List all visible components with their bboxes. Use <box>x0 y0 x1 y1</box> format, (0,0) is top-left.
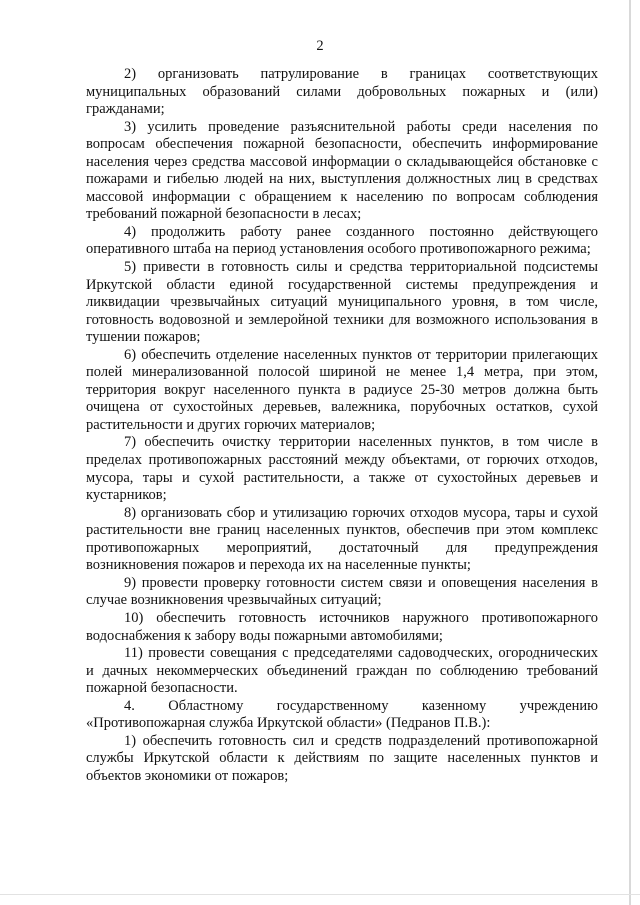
section-4-item-1: 1) обеспечить готовность сил и средств подразделений противопожарной службы Иркутской области к действиям по защите населенных пунктов и объектов экономики от пожаров; <box>86 732 598 784</box>
paragraph-item-10: 10) обеспечить готовность источников наружного противопожарного водоснабжения к забору воды пожарными автомобилями; <box>86 609 598 644</box>
paragraph-item-7: 7) обеспечить очистку территории населенных пунктов, в том числе в пределах противопожарных расстояний между объектами, от горючих отходов, мусора, тары и сухой растительности, а также от сухостойных деревьев и кустарников; <box>86 434 598 504</box>
paragraph-item-2: 2) организовать патрулирование в границах соответствующих муниципальных образований силами добровольных пожарных и (или) гражданами; <box>86 66 598 118</box>
page-edge-line <box>0 894 640 895</box>
paragraph-item-6: 6) обеспечить отделение населенных пунктов от территории прилегающих полей минерализованной полосой шириной не менее 1,4 метра, при этом, территория вокруг населенного пункта в радиусе 25-30 метров должна быть очищена от сухостойных деревьев, валежника, порубочных остатков, сухой растительности и других горючих материалов; <box>86 346 598 433</box>
paragraph-item-4: 4) продолжить работу ранее созданного постоянно действующего оперативного штаба на период установления особого противопожарного режима; <box>86 223 598 258</box>
section-4-heading: 4. Областному государственному казенному учреждению «Противопожарная служба Иркутской области» (Педранов П.В.): <box>86 697 598 732</box>
paragraph-item-8: 8) организовать сбор и утилизацию горючих отходов мусора, тары и сухой растительности вне границ населенных пунктов, обеспечив при этом комплекс противопожарных мероприятий, достаточный для предупреждения возникновения пожаров и перехода их на населенные пункты; <box>86 504 598 574</box>
paragraph-item-11: 11) провести совещания с председателями садоводческих, огороднических и дачных некоммерческих объединений граждан по соблюдению требований пожарной безопасности. <box>86 645 598 697</box>
paragraph-item-5: 5) привести в готовность силы и средства территориальной подсистемы Иркутской области единой государственной системы предупреждения и ликвидации чрезвычайных ситуаций муниципального уровня, в том числе, готовность водовозной и землеройной техники для возможного использования в тушении пожаров; <box>86 259 598 346</box>
page-number: 2 <box>316 38 324 54</box>
paragraph-item-9: 9) провести проверку готовности систем связи и оповещения населения в случае возникновения чрезвычайных ситуаций; <box>86 574 598 609</box>
paragraph-item-3: 3) усилить проведение разъяснительной работы среди населения по вопросам обеспечения пожарной безопасности, обеспечить информирование населения через средства массовой информации о складывающейся обстановке с пожарами и гибелью людей на них, выступления должностных лиц в средствах массовой информации с обращением к населению по вопросам соблюдения требований пожарной безопасности в лесах; <box>86 118 598 223</box>
document-body <box>86 66 598 785</box>
page-edge-shadow <box>629 0 631 905</box>
